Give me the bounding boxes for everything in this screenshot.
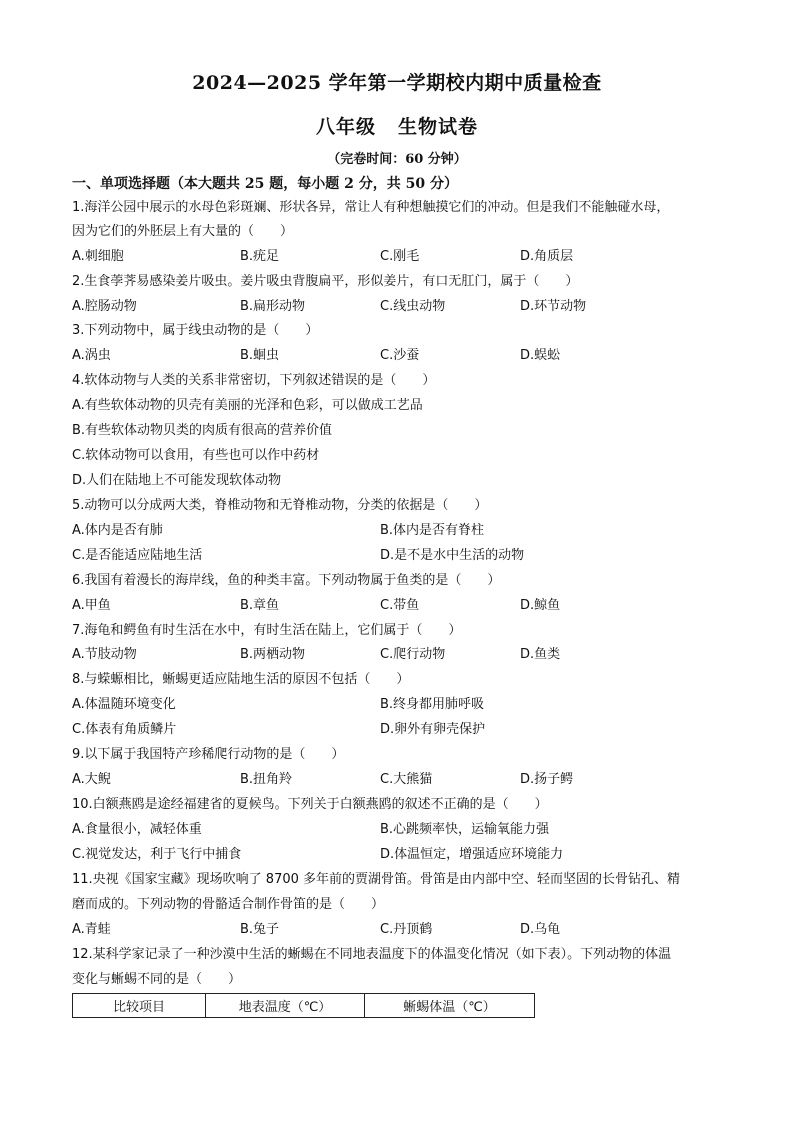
- question-3-option-a: A.涡虫: [72, 348, 111, 363]
- question-2-option-a: A.腔肠动物: [72, 299, 137, 314]
- question-1-stem: 1.海洋公园中展示的水母色彩斑斓、形状各异，常让人有种想触摸它们的冲动。但是我们不能触碰水母，: [72, 200, 670, 215]
- question-9-option-d: D.扬子鳄: [520, 772, 574, 787]
- question-5-option-d: D.是不是水中生活的动物: [380, 548, 525, 563]
- question-5-option-a: A.体内是否有肺: [72, 523, 163, 538]
- question-4-option-a: A.有些软体动物的贝壳有美丽的光泽和色彩，可以做成工艺品: [72, 398, 423, 413]
- section-heading: 一、单项选择题（本大题共 25 题，每小题 2 分，共 50 分）: [72, 176, 458, 192]
- question-9-stem: 9.以下属于我国特产珍稀爬行动物的是（ ）: [72, 747, 345, 762]
- exam-time: （完卷时间：60 分钟）: [327, 152, 467, 167]
- question-10-option-c: C.视觉发达，利于飞行中捕食: [72, 847, 242, 862]
- question-3-option-c: C.沙蚕: [380, 348, 420, 363]
- question-10-stem: 10.白额燕鸥是途经福建省的夏候鸟。下列关于白额燕鸥的叙述不正确的是（ ）: [72, 797, 548, 812]
- question-1-option-c: C.刚毛: [380, 249, 420, 264]
- table-header-cell: 蜥蜴体温（℃）: [365, 994, 535, 1018]
- subject-label: 生物试卷: [398, 116, 479, 138]
- question-10-option-d: D.体温恒定，增强适应环境能力: [380, 847, 564, 862]
- question-1-option-b: B.疣足: [240, 249, 280, 264]
- question-11-stem: 11.央视《国家宝藏》现场吹响了 8700 多年前的贾湖骨笛。骨笛是由内部中空、轻而坚固的长骨钻孔、精: [72, 872, 681, 887]
- question-5-option-b: B.体内是否有脊柱: [380, 523, 485, 538]
- question-3-option-b: B.蛔虫: [240, 348, 280, 363]
- question-5-option-c: C.是否能适应陆地生活: [72, 548, 203, 563]
- question-11-option-d: D.乌龟: [520, 922, 561, 937]
- question-6-stem: 6.我国有着漫长的海岸线，鱼的种类丰富。下列动物属于鱼类的是（ ）: [72, 573, 501, 588]
- table-header-cell: 比较项目: [73, 994, 206, 1018]
- question-9-option-c: C.大熊猫: [380, 772, 433, 787]
- question-8-option-b: B.终身都用肺呼吸: [380, 697, 485, 712]
- question-8-option-d: D.卵外有卵壳保护: [380, 722, 486, 737]
- question-6-option-b: B.章鱼: [240, 598, 280, 613]
- question-2-option-b: B.扁形动物: [240, 299, 306, 314]
- question-1-option-d: D.角质层: [520, 249, 574, 264]
- question-7-option-d: D.鱼类: [520, 647, 561, 662]
- question-11-stem-cont: 磨而成的。下列动物的骨骼适合制作骨笛的是（ ）: [72, 897, 385, 912]
- question-9-option-b: B.扭角羚: [240, 772, 293, 787]
- question-2-option-c: C.线虫动物: [380, 299, 446, 314]
- question-5-stem: 5.动物可以分成两大类，脊椎动物和无脊椎动物，分类的依据是（ ）: [72, 498, 488, 513]
- question-10-option-a: A.食量很小，减轻体重: [72, 822, 202, 837]
- question-10-option-b: B.心跳频率快，运输氧能力强: [380, 822, 550, 837]
- question-2-option-d: D.环节动物: [520, 299, 587, 314]
- question-8-option-a: A.体温随环境变化: [72, 697, 176, 712]
- question-3-option-d: D.蜈蚣: [520, 348, 561, 363]
- question-4-option-c: C.软体动物可以食用，有些也可以作中药材: [72, 448, 320, 463]
- question-12-stem-cont: 变化与蜥蜴不同的是（ ）: [72, 972, 242, 987]
- question-1-stem-cont: 因为它们的外胚层上有大量的（ ）: [72, 224, 294, 239]
- question-1-option-a: A.刺细胞: [72, 249, 124, 264]
- exam-title: 2024—2025 学年第一学期校内期中质量检查: [192, 72, 602, 94]
- question-11-option-a: A.青蛙: [72, 922, 111, 937]
- grade-label: 八年级: [315, 116, 376, 138]
- comparison-table: [72, 993, 535, 1018]
- question-12-stem: 12.某科学家记录了一种沙漠中生活的蜥蜴在不同地表温度下的体温变化情况（如下表）。下列动物的体温: [72, 947, 672, 962]
- question-2-stem: 2.生食荸荠易感染姜片吸虫。姜片吸虫背腹扁平，形似姜片，有口无肛门，属于（ ）: [72, 274, 579, 289]
- question-6-option-c: C.带鱼: [380, 598, 420, 613]
- table-header-row: [73, 994, 535, 1018]
- question-8-option-c: C.体表有角质鳞片: [72, 722, 177, 737]
- question-6-option-a: A.甲鱼: [72, 598, 111, 613]
- question-9-option-a: A.大鲵: [72, 772, 111, 787]
- question-7-option-a: A.节肢动物: [72, 647, 137, 662]
- table-header-cell: 地表温度（℃）: [206, 994, 365, 1018]
- question-11-option-c: C.丹顶鹤: [380, 922, 433, 937]
- question-4-option-d: D.人们在陆地上不可能发现软体动物: [72, 473, 282, 488]
- question-7-stem: 7.海龟和鳄鱼有时生活在水中，有时生活在陆上，它们属于（ ）: [72, 623, 462, 638]
- question-4-stem: 4.软体动物与人类的关系非常密切，下列叙述错误的是（ ）: [72, 373, 436, 388]
- question-3-stem: 3.下列动物中，属于线虫动物的是（ ）: [72, 323, 319, 338]
- question-8-stem: 8.与蝾螈相比，蜥蜴更适应陆地生活的原因不包括（ ）: [72, 672, 410, 687]
- question-6-option-d: D.鲸鱼: [520, 598, 561, 613]
- question-7-option-b: B.两栖动物: [240, 647, 306, 662]
- question-11-option-b: B.兔子: [240, 922, 280, 937]
- question-4-option-b: B.有些软体动物贝类的肉质有很高的营养价值: [72, 423, 333, 438]
- question-7-option-c: C.爬行动物: [380, 647, 446, 662]
- exam-subtitle: [0, 112, 794, 139]
